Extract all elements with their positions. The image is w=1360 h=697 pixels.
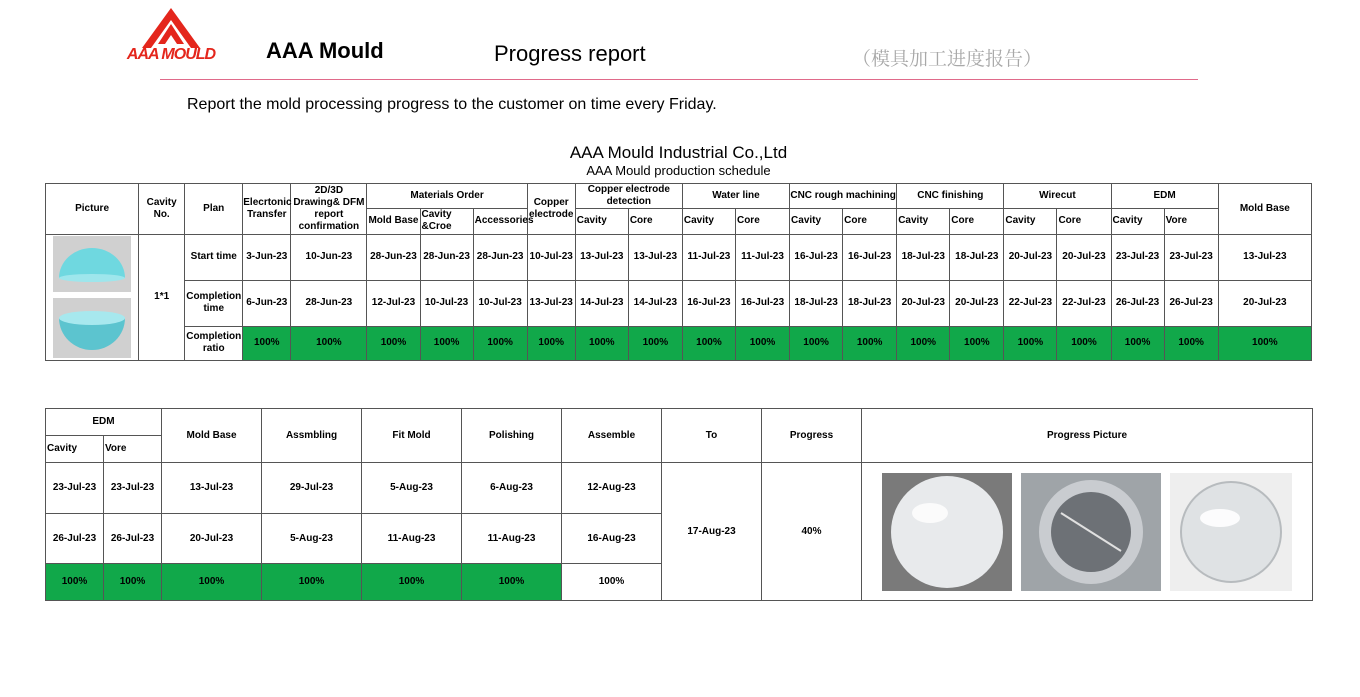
cell: 100% [1111,326,1164,360]
cell: 13-Jul-23 [527,280,575,326]
cell: 20-Jul-23 [950,280,1004,326]
header-materials-order: Materials Order [367,183,527,208]
cell: 11-Aug-23 [362,514,462,564]
progress-picture-cell [862,463,1313,601]
header-cnc-finishing: CNC finishing [897,183,1004,208]
cell: 100% [362,564,462,601]
header-progress: Progress [762,409,862,463]
cell: 18-Jul-23 [897,234,950,280]
cell: 10-Jun-23 [291,234,367,280]
table-row [46,234,1312,280]
cell: 100% [367,326,420,360]
subheader-cavity: Cavity [46,436,104,463]
cell: 100% [562,564,662,601]
header-cnc-rough: CNC rough machining [790,183,897,208]
clear-dome-photo-icon [1170,473,1292,591]
cell: 100% [950,326,1004,360]
cell: 13-Jul-23 [628,234,682,280]
cell: 26-Jul-23 [104,514,162,564]
cell: 16-Jul-23 [735,280,789,326]
cell: 14-Jul-23 [628,280,682,326]
cell: 10-Jul-23 [527,234,575,280]
subheader-cavity: Cavity [790,208,843,234]
subheader-cavity: Cavity [575,208,628,234]
cell: 23-Jul-23 [1111,234,1164,280]
subheader-core: Core [843,208,897,234]
cell: 28-Jun-23 [291,280,367,326]
cell: 100% [243,326,291,360]
company-name: AAA Mould Industrial Co.,Ltd [569,142,788,162]
cell: 100% [1218,326,1311,360]
row-label-ratio: Completion ratio [185,326,243,360]
cell: 29-Jul-23 [262,463,362,514]
cell: 23-Jul-23 [1164,234,1218,280]
cell: 18-Jul-23 [790,280,843,326]
mold-cavity-photo-icon [1021,473,1161,591]
dome-outer-picture-icon [53,236,131,292]
header-edm: EDM [46,409,162,436]
cell: 28-Jun-23 [420,234,473,280]
cell: 28-Jun-23 [367,234,420,280]
cell: 28-Jun-23 [473,234,527,280]
header-mold-base: Mold Base [1218,183,1311,234]
subheader-core: Core [950,208,1004,234]
cell: 10-Jul-23 [420,280,473,326]
cell: 100% [420,326,473,360]
cell: 20-Jul-23 [1218,280,1311,326]
subheader-cavity: Cavity [1004,208,1057,234]
table-row [46,326,1312,360]
cell: 13-Jul-23 [575,234,628,280]
header-picture: Picture [46,183,139,234]
page-title-chinese: （模具加工进度报告） [852,49,1043,70]
cell: 5-Aug-23 [262,514,362,564]
schedule-subtitle: AAA Mould production schedule [586,162,771,178]
cell: 6-Jun-23 [243,280,291,326]
cell: 23-Jul-23 [104,463,162,514]
cell: 12-Aug-23 [562,463,662,514]
production-schedule-table [45,139,1312,361]
header-polishing: Polishing [462,409,562,463]
cell: 100% [682,326,735,360]
header-mold-base: Mold Base [162,409,262,463]
logo-wordmark: AAA MOULD [126,46,216,63]
cell: 10-Jul-23 [473,280,527,326]
cavity-number: 1*1 [139,234,185,360]
header-drawing-confirmation: 2D/3D Drawing& DFM report confirmation [291,183,367,234]
subheader-core: Core [735,208,789,234]
dome-inner-picture-icon [53,298,131,358]
subheader-core: Core [1057,208,1111,234]
subheader-accessories: Accessories [473,208,527,234]
header-plan: Plan [185,183,243,234]
cell: 18-Jul-23 [843,280,897,326]
table-row [46,463,1313,514]
cell: 23-Jul-23 [46,463,104,514]
cell: 11-Jul-23 [682,234,735,280]
cell: 16-Jul-23 [682,280,735,326]
cell: 100% [527,326,575,360]
header-electrode-transfer: Elecrtonic Transfer [243,183,291,234]
row-label-start: Start time [185,234,243,280]
header-cavity-no: Cavity No. [139,183,185,234]
cell: 100% [897,326,950,360]
cell: 100% [104,564,162,601]
header-edm: EDM [1111,183,1218,208]
cell: 6-Aug-23 [462,463,562,514]
header-water-line: Water line [682,183,789,208]
cell: 100% [1164,326,1218,360]
cell: 11-Aug-23 [462,514,562,564]
cell: 26-Jul-23 [1111,280,1164,326]
header-divider [160,79,1198,80]
part-picture-cell [46,234,139,360]
cell: 100% [262,564,362,601]
cell: 16-Aug-23 [562,514,662,564]
cell: 100% [162,564,262,601]
cell: 100% [628,326,682,360]
white-dome-photo-icon [882,473,1012,591]
cell: 100% [462,564,562,601]
cell: 100% [473,326,527,360]
row-label-completion: Completion time [185,280,243,326]
header-to: To [662,409,762,463]
cell: 18-Jul-23 [950,234,1004,280]
cell: 16-Jul-23 [790,234,843,280]
cell: 22-Jul-23 [1057,280,1111,326]
cell: 20-Jul-23 [1004,234,1057,280]
brand-name: AAA Mould [266,38,384,63]
cell: 26-Jul-23 [1164,280,1218,326]
cell: 13-Jul-23 [1218,234,1311,280]
page-title: Progress report [494,41,646,66]
cell: 22-Jul-23 [1004,280,1057,326]
cell: 14-Jul-23 [575,280,628,326]
cell: 3-Jun-23 [243,234,291,280]
subheader-mold-base: Mold Base [367,208,420,234]
cell: 12-Jul-23 [367,280,420,326]
header-fit-mold: Fit Mold [362,409,462,463]
cell: 20-Jul-23 [162,514,262,564]
progress-table [45,408,1313,601]
subheader-vore: Vore [104,436,162,463]
progress-percent: 40% [762,463,862,601]
report-note: Report the mold processing progress to the customer on time every Friday. [187,96,717,113]
subheader-cavity: Cavity [897,208,950,234]
header-progress-picture: Progress Picture [862,409,1313,463]
cell: 100% [790,326,843,360]
cell: 20-Jul-23 [1057,234,1111,280]
cell: 100% [291,326,367,360]
subheader-cavity: Cavity [1111,208,1164,234]
cell: 100% [46,564,104,601]
header-assmbling: Assmbling [262,409,362,463]
cell: 100% [1004,326,1057,360]
table-row [46,280,1312,326]
cell: 16-Jul-23 [843,234,897,280]
header-copper-electrode: Copper electrode [527,183,575,234]
cell: 100% [1057,326,1111,360]
header-copper-detection: Copper electrode detection [575,183,682,208]
subheader-core: Core [628,208,682,234]
cell: 100% [575,326,628,360]
cell: 13-Jul-23 [162,463,262,514]
cell: 5-Aug-23 [362,463,462,514]
cell: 100% [843,326,897,360]
subheader-cavity-croe: Cavity &Croe [420,208,473,234]
cell: 20-Jul-23 [897,280,950,326]
header-assemble: Assemble [562,409,662,463]
cell: 100% [735,326,789,360]
subheader-cavity: Cavity [682,208,735,234]
schedule-title-cell [46,139,1312,183]
cell: 26-Jul-23 [46,514,104,564]
to-date: 17-Aug-23 [662,463,762,601]
cell: 11-Jul-23 [735,234,789,280]
subheader-vore: Vore [1164,208,1218,234]
header-wirecut: Wirecut [1004,183,1111,208]
